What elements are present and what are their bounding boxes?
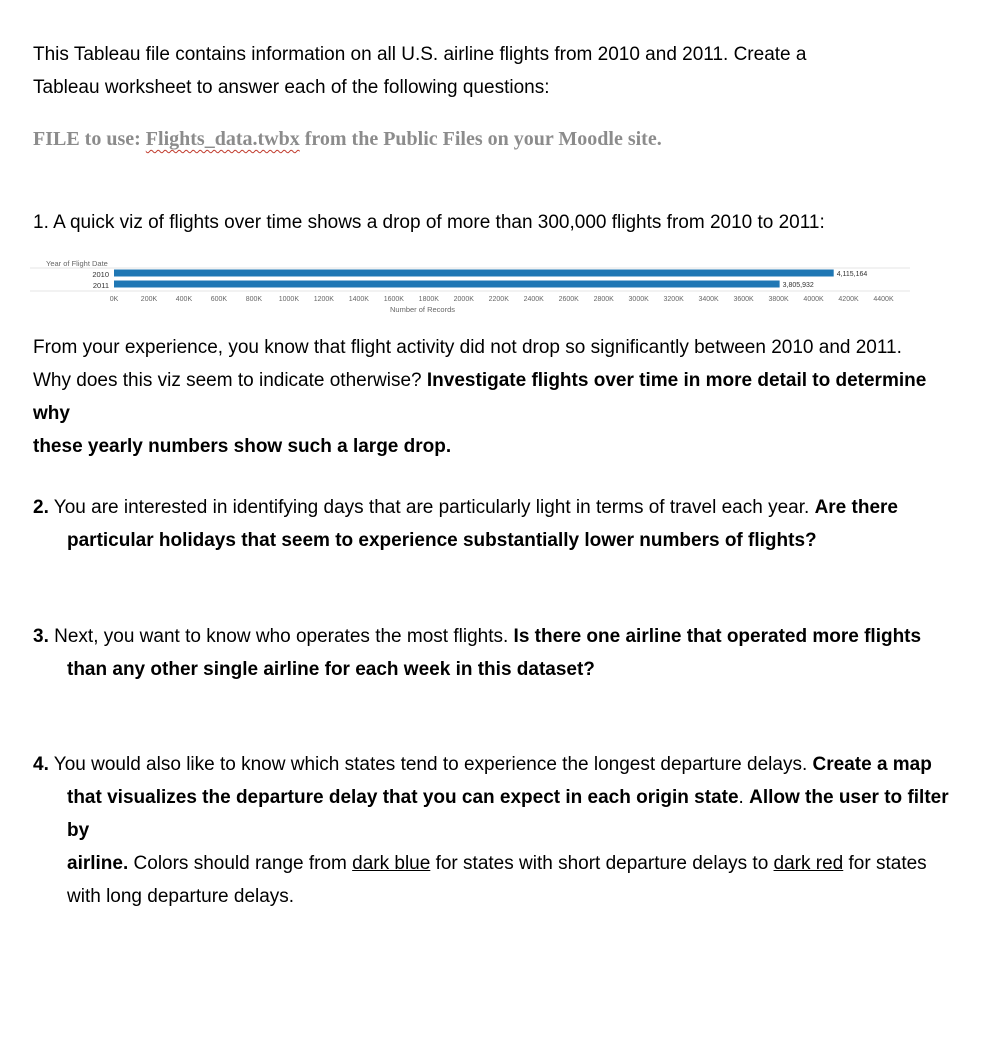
followup-line-2 xyxy=(33,364,963,430)
question-1-text: 1. A quick viz of flights over time shows a drop of more than 300,000 flights from 2010 to 2011: xyxy=(33,212,825,233)
y-tick-label: 2010 xyxy=(92,270,109,279)
bar-2010 xyxy=(114,270,834,277)
file-suffix: from the Public Files on your Moodle site. xyxy=(299,128,662,150)
x-tick-label: 600K xyxy=(210,296,228,303)
x-tick-label: 1200K xyxy=(313,296,334,303)
x-axis-title: Number of Records xyxy=(389,305,456,314)
question-3-plain: Next, you want to know who operates the most flights. xyxy=(48,626,514,647)
x-tick-label: 1400K xyxy=(348,296,369,303)
dark-blue-link-text: dark blue xyxy=(352,853,431,874)
question-3-number: 3. xyxy=(33,626,49,647)
question-2 xyxy=(33,491,963,557)
file-prefix: FILE to use: xyxy=(33,128,146,150)
question-2-line-1 xyxy=(33,491,963,524)
file-name: Flights_data.twbx xyxy=(145,128,300,150)
x-tick-label: 3000K xyxy=(628,296,649,303)
x-tick-label: 3600K xyxy=(733,296,754,303)
dark-red-link-text: dark red xyxy=(773,853,844,874)
x-tick-label: 2000K xyxy=(453,296,474,303)
x-tick-label: 4000K xyxy=(803,296,824,303)
question-3-line-2: than any other single airline for each week in this dataset? xyxy=(67,659,595,680)
x-tick-label: 4200K xyxy=(838,296,859,303)
data-label-2010: 4,115,164 xyxy=(836,271,868,278)
question-3-line-1 xyxy=(33,620,963,653)
data-label-2011: 3,805,932 xyxy=(782,282,814,289)
flights-by-year-chart xyxy=(30,258,910,318)
question-4-line-3 xyxy=(33,847,963,880)
followup-line-3: these yearly numbers show such a large drop. xyxy=(33,436,452,457)
question-4-line-2 xyxy=(33,781,963,847)
y-axis-title: Year of Flight Date xyxy=(46,259,108,268)
file-instruction xyxy=(33,128,662,151)
intro-line-1: This Tableau file contains information on all U.S. airline flights from 2010 and 2011. Create a xyxy=(33,44,807,65)
x-tick-label: 0K xyxy=(109,296,119,303)
question-4 xyxy=(33,748,963,913)
x-tick-label: 1600K xyxy=(383,296,404,303)
x-tick-label: 4400K xyxy=(873,296,894,303)
question-4-bold-2: that visualizes the departure delay that you can expect in each origin state xyxy=(67,787,739,808)
bar-2011 xyxy=(114,281,780,288)
question-2-number: 2. xyxy=(33,497,49,518)
x-tick-label: 400K xyxy=(175,296,193,303)
question-2-plain: You are interested in identifying days that are particularly light in terms of travel each year. xyxy=(48,497,815,518)
question-3-bold-1: Is there one airline that operated more flights xyxy=(513,626,922,647)
question-4-line-4: with long departure delays. xyxy=(67,886,295,907)
intro-paragraph xyxy=(33,38,963,104)
x-tick-label: 800K xyxy=(245,296,263,303)
question-4-line-1 xyxy=(33,748,963,781)
question-1 xyxy=(33,206,963,239)
question-4-bold-4: airline. xyxy=(67,853,129,874)
question-4-plain-3: Colors should range from xyxy=(128,853,353,874)
x-tick-label: 3400K xyxy=(698,296,719,303)
question-4-number: 4. xyxy=(33,754,49,775)
question-1-followup xyxy=(33,331,963,463)
followup-line-1: From your experience, you know that flight activity did not drop so significantly between 2010 and 2011. xyxy=(33,337,902,358)
question-3 xyxy=(33,620,963,686)
x-tick-label: 3200K xyxy=(663,296,684,303)
followup-line-2-bold: Investigate flights over time in more detail to determine why xyxy=(33,370,927,424)
question-4-bold-1: Create a map xyxy=(812,754,932,775)
question-4-plain-4: for states with short departure delays to xyxy=(430,853,774,874)
x-tick-label: 200K xyxy=(140,296,158,303)
x-tick-label: 1800K xyxy=(418,296,439,303)
x-tick-label: 2600K xyxy=(558,296,579,303)
question-2-line-2: particular holidays that seem to experience substantially lower numbers of flights? xyxy=(67,530,817,551)
x-tick-label: 2800K xyxy=(593,296,614,303)
x-tick-label: 1000K xyxy=(278,296,300,303)
x-tick-label: 2200K xyxy=(488,296,509,303)
followup-line-2-plain: Why does this viz seem to indicate otherwise? xyxy=(33,370,427,391)
question-2-bold-1: Are there xyxy=(814,497,898,518)
x-tick-label: 3800K xyxy=(768,296,789,303)
intro-line-2: Tableau worksheet to answer each of the following questions: xyxy=(33,77,550,98)
x-tick-label: 2400K xyxy=(523,296,544,303)
question-4-plain-1: You would also like to know which states tend to experience the longest departure delays. xyxy=(48,754,813,775)
y-tick-label: 2011 xyxy=(92,281,109,290)
question-4-plain-5: for states xyxy=(843,853,927,874)
question-4-plain-2: . xyxy=(738,787,750,808)
question-4-bold-3: Allow the user to filter by xyxy=(67,787,949,841)
